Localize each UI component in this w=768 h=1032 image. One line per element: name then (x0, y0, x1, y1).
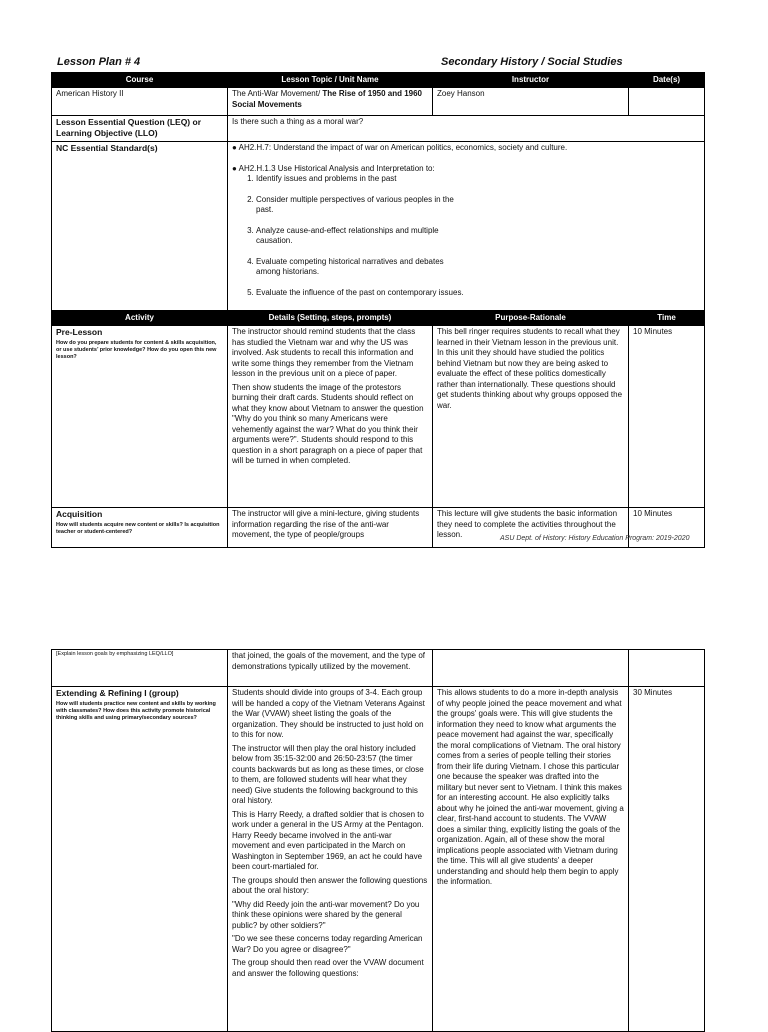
lesson-plan-number: Lesson Plan # 4 (57, 56, 141, 68)
extending-details-p5: "Why did Reedy join the anti-war movement? Do you think these opinions were shared by the general public? by other soldiers?" (232, 899, 420, 930)
acquisition-continued-time (629, 650, 705, 687)
extending-details-p2: The instructor will then play the oral history included below from 35:15-32:00 and 26:50-23:57 (the timer counts backwards but as long as these times, or close to them, are followed students will hear what they need) Give students the following background to this oral history. (232, 743, 424, 805)
extending-row (52, 687, 705, 1032)
standard-item-text: ● AH2.H.1.3 Use Historical Analysis and Interpretation to: (232, 163, 435, 173)
header-row (52, 73, 705, 88)
extending-prompt: How will students practice new content and skills by working with classmates? How does this activity promote historical thinking skills and using primary/secondary sources? (56, 700, 216, 721)
extending-details-p6: "Do we see these concerns today regarding American War? Do you agree or disagree?" (232, 934, 423, 954)
extending-details-p4: The groups should then answer the following questions about the oral history: (232, 875, 428, 895)
nc-standard-value (228, 142, 705, 311)
leq-label: Lesson Essential Question (LEQ) or Learning Objective (LLO) (52, 116, 228, 142)
acquisition-prompt: How will students acquire new content or skills? Is acquisition teacher or student-centered? (56, 521, 220, 535)
lesson-plan-table-page1 (51, 72, 705, 548)
topic-value (228, 88, 433, 116)
extending-details (228, 687, 433, 1032)
topic-header: Lesson Topic / Unit Name (228, 73, 433, 88)
nc-standard-label: NC Essential Standard(s) (52, 142, 228, 311)
standard-subitem: 2. Consider multiple perspectives of various peoples in the past. (256, 195, 466, 216)
course-row (52, 88, 705, 116)
prelesson-details-p1: The instructor should remind students that the class has studied the Vietnam war and why the US was involved. Ask students to recall this information and write some things they remember from the Vietnam lesson in the previous unit on a piece of paper. (232, 327, 416, 378)
acquisition-continued-row (52, 650, 705, 687)
date-value (629, 88, 705, 116)
extending-purpose: This allows students to do a more in-depth analysis of why people joined the peace movement and what the groups' goals were. This will give students the information they need to know what arguments the peace movement had against the war, specifically the moral complications of Vietnam. The oral history comes from a series of people telling their stories from their life during Vietnam. I chose this particular one because the speaker was drafted into the military but never sent to Vietnam. I think this makes for an interesting account. He also explicitly talks about why he joined the anti-war movement, giving a clear, first-hand account to students. The VVAW does a similar thing, explicitly listing the goals of the organization. Again, all of these show the moral implications people associated with Vietnam during the time. This will all give students' a deeper understanding and should help them begin to apply the information. (433, 687, 629, 1032)
activity-header-row (52, 311, 705, 326)
standard-subitem: 5. Evaluate the influence of the past on contemporary issues. (256, 288, 466, 299)
standard-item: ● AH2.H.7: Understand the impact of war on American politics, economics, society and culture. (232, 143, 568, 152)
extending-details-p3: This is Harry Reedy, a drafted soldier that is chosen to work under a general in the US Army at the Pentagon. Harry Reedy became involved in the anti-war movement and even participated in the March on Washington in September 1969, an act he could have been court-martialed for. (232, 809, 424, 871)
prelesson-purpose: This bell ringer requires students to recall what they learned in their Vietnam lesson in the previous unit. In this unit they should have studied the politics behind Vietnam but now they are being asked to evaluate the effect of these politics domestically rather than internationally. These questions should get students thinking about why groups opposed the war. (433, 326, 629, 508)
prelesson-activity (52, 326, 228, 508)
extending-time: 30 Minutes (629, 687, 705, 1032)
date-header: Date(s) (629, 73, 705, 88)
leq-row (52, 116, 705, 142)
extending-activity (52, 687, 228, 1032)
instructor-value: Zoey Hanson (433, 88, 629, 116)
instructor-header: Instructor (433, 73, 629, 88)
standard-subitem: 3. Analyze cause-and-effect relationships and multiple causation. (256, 226, 466, 247)
standard-item (232, 164, 700, 299)
topic-bold: The Rise of 1950 and 1960 Social Movements (232, 89, 423, 109)
page-header (57, 56, 707, 72)
prelesson-details (228, 326, 433, 508)
acquisition-goal-note: [Explain lesson goals by emphasizing LEQ/LLO] (56, 651, 174, 657)
course-header: Course (52, 73, 228, 88)
acquisition-label: Acquisition (56, 509, 103, 519)
prelesson-time: 10 Minutes (629, 326, 705, 508)
acquisition-continued-activity (52, 650, 228, 687)
prelesson-label: Pre-Lesson (56, 327, 103, 337)
prelesson-prompt: How do you prepare students for content & skills acquisition, or use students’ prior knowledge? How do you open this new lesson? (56, 339, 217, 360)
activity-header: Activity (52, 311, 228, 326)
page-footer: ASU Dept. of History: History Education Program: 2019-2020 (500, 535, 690, 542)
extending-details-p1: Students should divide into groups of 3-4. Each group will be handed a copy of the Vietnam Veterans Against the War (VVAW) sheet listing the goals of the organization. They should be instructed to just hold on to this for now. (232, 688, 425, 739)
acquisition-continued-details: that joined, the goals of the movement, and the type of demonstrations typically utilized by the movement. (228, 650, 433, 687)
acquisition-purpose: This lecture will give students the basic information they need to complete the activities throughout the lesson. (433, 508, 629, 548)
subject-area-title: Secondary History / Social Studies (441, 56, 623, 68)
extending-details-p7: The group should then read over the VVAW document and answer the following questions: (232, 958, 424, 978)
acquisition-activity (52, 508, 228, 548)
lesson-plan-table-page2 (51, 649, 705, 1032)
acquisition-time: 10 Minutes (629, 508, 705, 548)
extending-label: Extending & Refining I (group) (56, 688, 179, 698)
standard-subitem: 4. Evaluate competing historical narratives and debates among historians. (256, 257, 466, 278)
details-header: Details (Setting, steps, prompts) (228, 311, 433, 326)
course-value: American History II (52, 88, 228, 116)
acquisition-continued-purpose (433, 650, 629, 687)
prelesson-details-p2: Then show students the image of the protestors burning their draft cards. Students should reflect on what they know about Vietnam to answer the question "Why do you think so many Americans were vehemently against the war? What do you think their arguments were?". Students should respond to this question in a short paragraph on a piece of paper that will be turned in when completed. (232, 382, 424, 465)
purpose-header: Purpose-Rationale (433, 311, 629, 326)
prelesson-row (52, 326, 705, 508)
leq-value: Is there such a thing as a moral war? (228, 116, 705, 142)
nc-standard-row (52, 142, 705, 311)
time-header: Time (629, 311, 705, 326)
topic-plain: The Anti-War Movement/ (232, 89, 323, 98)
standard-subitem: 1. Identify issues and problems in the past (256, 174, 466, 185)
acquisition-details: The instructor will give a mini-lecture, giving students information regarding the rise of the anti-war movement, the type of people/groups (228, 508, 433, 548)
